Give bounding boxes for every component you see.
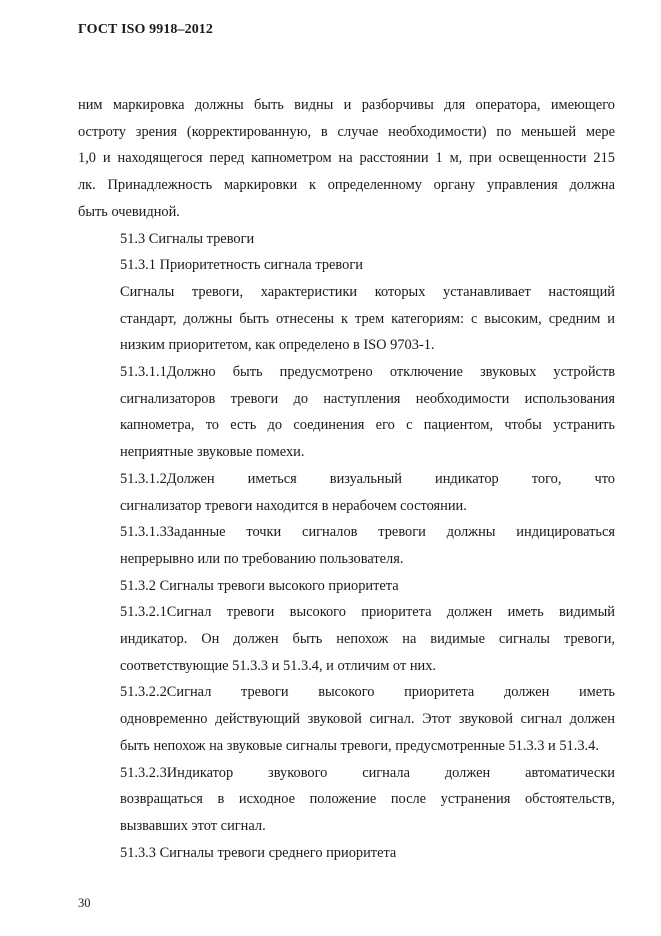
clause-text: Заданные точки сигналов тревоги должны индицироваться <box>166 524 615 541</box>
text-line: одновременно действующий звуковой сигнал. Этот звуковой сигнал должен <box>120 711 615 728</box>
document-body <box>78 92 615 866</box>
text-paragraph <box>78 92 615 226</box>
text-line: сигнализатор тревоги находится в нерабочем состоянии. <box>120 497 467 514</box>
text-line: сигнализаторов тревоги до наступления необходимости использования <box>120 390 615 407</box>
clause-text: Должно быть предусмотрено отключение звуковых устройств <box>166 364 615 381</box>
numbered-paragraph <box>78 760 615 840</box>
clause-number: 51.3.1.2 <box>120 470 167 487</box>
clause-number: 51.3.2.2 <box>120 684 167 701</box>
section-heading: 51.3.1 Приоритетность сигнала тревоги <box>120 257 363 274</box>
clause-text: Должен иметься визуальный индикатор того, что <box>166 470 615 487</box>
text-line: индикатор. Он должен быть непохож на видимые сигналы тревоги, <box>120 631 615 648</box>
numbered-paragraph <box>78 466 615 519</box>
text-line: неприятные звуковые помехи. <box>120 444 305 461</box>
section-heading: 51.3.2 Сигналы тревоги высокого приоритета <box>120 577 399 594</box>
clause-text: Сигнал тревоги высокого приоритета должен иметь видимый <box>166 604 615 621</box>
text-line <box>78 679 615 706</box>
text-line: лк. Принадлежность маркировки к определенному органу управления должна <box>78 177 615 194</box>
numbered-paragraph <box>78 359 615 466</box>
clause-text: Индикатор звукового сигнала должен автоматически <box>166 764 615 781</box>
text-line <box>78 599 615 626</box>
text-line: ним маркировка должны быть видны и разборчивы для оператора, имеющего <box>78 97 615 113</box>
text-line: соответствующие 51.3.3 и 51.3.4, и отличим от них. <box>120 657 437 674</box>
section-heading: 51.3.3 Сигналы тревоги среднего приоритета <box>120 844 397 861</box>
text-line: 1,0 и находящегося перед капнометром на расстоянии 1 м, при освещенности 215 <box>78 150 615 167</box>
text-line: непрерывно или по требованию пользователя. <box>120 550 404 567</box>
text-line <box>78 466 615 493</box>
clause-number: 51.3.2.1 <box>120 604 167 621</box>
text-paragraph <box>78 279 615 359</box>
text-line: остроту зрения (корректированную, в случае необходимости) по меньшей мере <box>78 123 615 140</box>
text-line: возвращаться в исходное положение после устранения обстоятельств, <box>120 791 615 808</box>
page-number: 30 <box>78 896 91 910</box>
clause-number: 51.3.1.1 <box>120 364 167 381</box>
section-heading: 51.3 Сигналы тревоги <box>120 230 255 247</box>
text-line: Сигналы тревоги, характеристики которых устанавливает настоящий <box>120 283 615 300</box>
text-line: быть очевидной. <box>78 203 180 220</box>
text-line <box>78 760 615 787</box>
numbered-paragraph <box>78 679 615 759</box>
numbered-paragraph <box>78 599 615 679</box>
text-line: низким приоритетом, как определено в ISO 9703-1. <box>120 337 435 354</box>
text-line: вызвавших этот сигнал. <box>120 817 266 834</box>
clause-number: 51.3.1.3 <box>120 524 167 541</box>
clause-text: Сигнал тревоги высокого приоритета должен иметь <box>166 684 615 701</box>
text-line <box>78 519 615 546</box>
numbered-paragraph <box>78 519 615 572</box>
clause-number: 51.3.2.3 <box>120 764 167 781</box>
text-line: капнометра, то есть до соединения его с пациентом, чтобы устранить <box>120 417 615 434</box>
text-line: стандарт, должны быть отнесены к трем категориям: с высоким, средним и <box>120 310 615 327</box>
document-header: ГОСТ ISO 9918–2012 <box>78 22 213 37</box>
text-line <box>78 359 615 386</box>
text-line: быть непохож на звуковые сигналы тревоги, предусмотренные 51.3.3 и 51.3.4. <box>120 737 599 754</box>
